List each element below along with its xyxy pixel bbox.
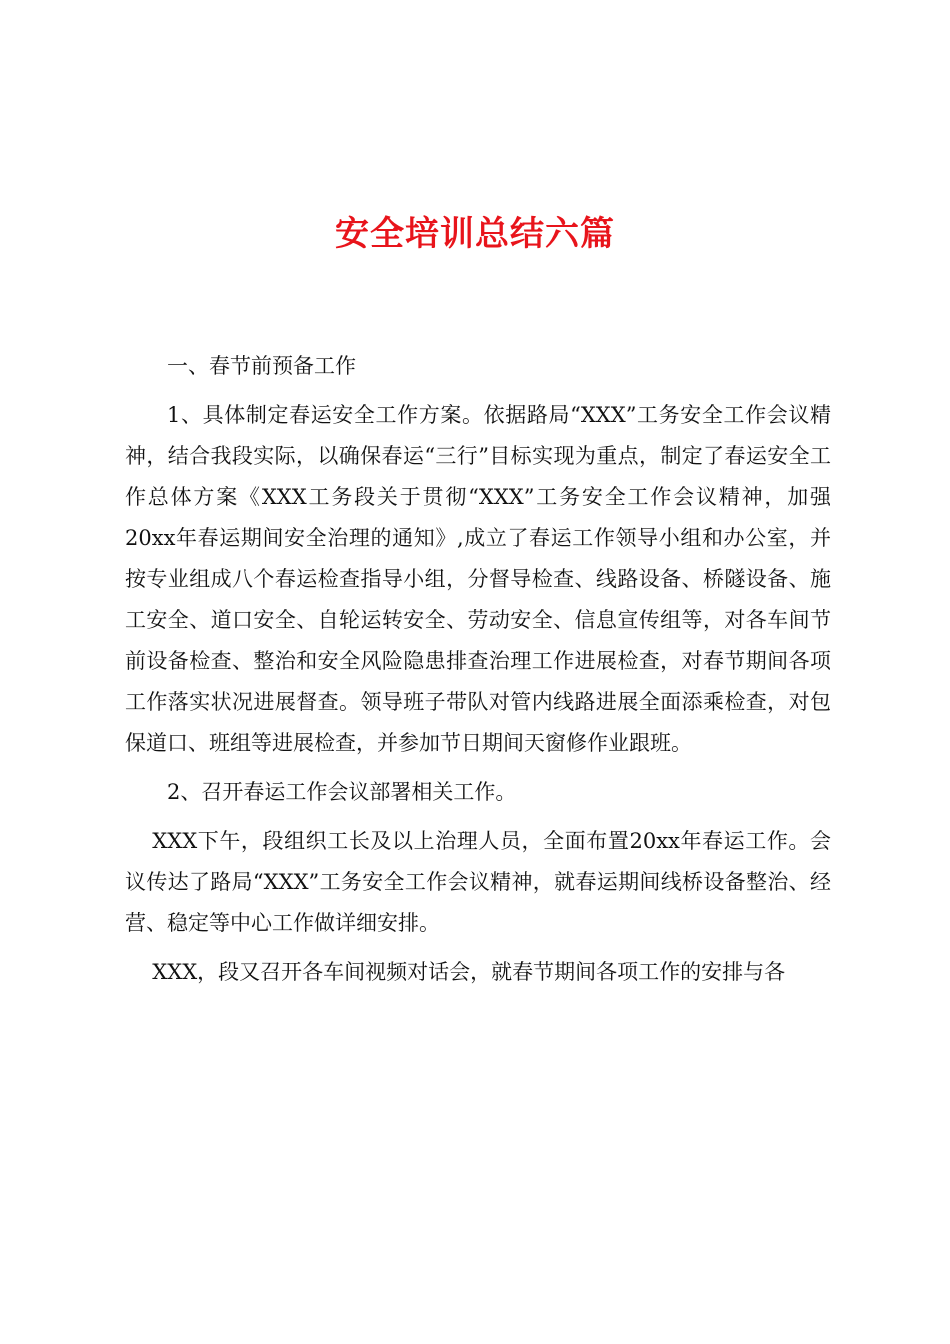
paragraph: 1、具体制定春运安全工作方案。依据路局“XXX”工务安全工作会议精神，结合我段实际，以确保春运“三行”目标实现为重点，制定了春运安全工作总体方案《XXX工务段关于贯彻“XXX”工务安全工作会议精神，加强20xx年春运期间安全治理的通知》,成立了春运工作领导小组和办公室，并按专业组成八个春运检查指导小组，分督导检查、线路设备、桥隧设备、施工安全、道口安全、自轮运转安全、劳动安全、信息宣传组等，对各车间节前设备检查、整治和安全风险隐患排查治理工作进展检查，对春节期间各项工作落实状况进展督查。领导班子带队对管内线路进展全面添乘检查，对包保道口、班组等进展检查，并参加节日期间天窗修作业跟班。 bbox=[125, 403, 831, 755]
document-title: 安全培训总结六篇 bbox=[335, 214, 615, 254]
document-body bbox=[125, 346, 831, 1001]
paragraph: XXX下午，段组织工长及以上治理人员，全面布置20xx年春运工作。会议传达了路局“XXX”工务安全工作会议精神，就春运期间线桥设备整治、经营、稳定等中心工作做详细安排。 bbox=[125, 829, 831, 935]
section-heading: 一、春节前预备工作 bbox=[167, 354, 356, 378]
paragraph: XXX，段又召开各车间视频对话会，就春节期间各项工作的安排与各 bbox=[152, 960, 786, 984]
paragraph: 2、召开春运工作会议部署相关工作。 bbox=[167, 780, 517, 804]
